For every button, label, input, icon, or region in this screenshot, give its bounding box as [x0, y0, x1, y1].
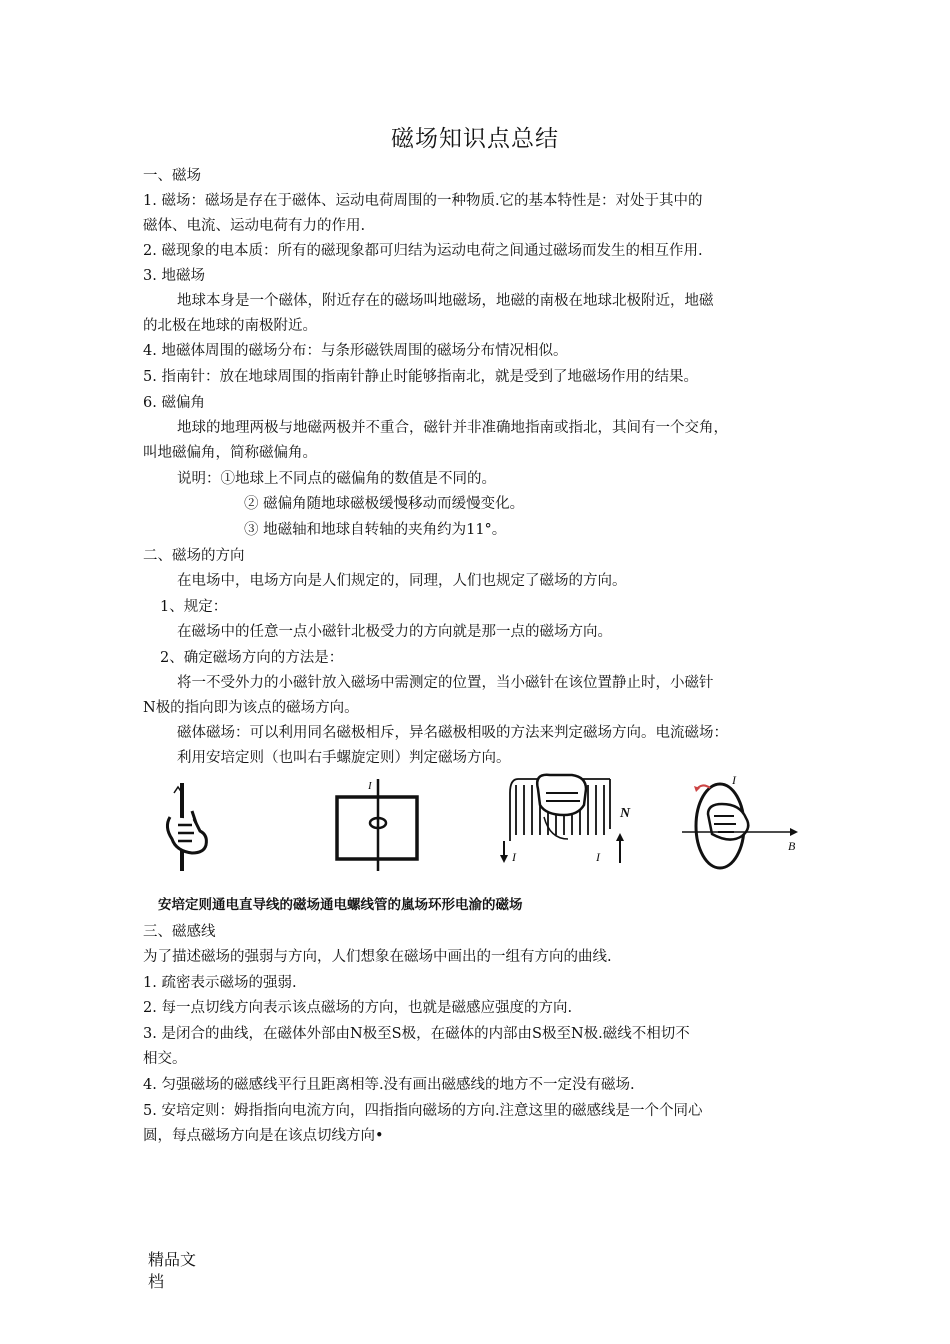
section-heading: 三、磁感线: [143, 924, 216, 940]
solenoid-figure: [496, 771, 646, 869]
footer-line: 精品文: [148, 1250, 197, 1269]
text-line: 4. 地磁体周围的磁场分布：与条形磁铁周围的磁场分布情况相似。: [143, 343, 568, 359]
text-line: 5. 指南针：放在地球周围的指南针静止时能够指南北，就是受到了地磁场作用的结果。: [143, 369, 698, 385]
text-line: ② 磁偏角随地球磁极缓慢移动而缓慢变化。: [244, 496, 525, 512]
text-line: 3. 地磁场: [143, 268, 205, 284]
text-line: 说明：①地球上不同点的磁偏角的数值是不同的。: [177, 471, 496, 487]
text-line: 1. 磁场：磁场是存在于磁体、运动电荷周围的一种物质.它的基本特性是：对处于其中的: [143, 193, 703, 209]
text-line: 相交。: [143, 1051, 187, 1067]
section-heading: 一、磁场: [143, 168, 201, 184]
text-line: 3. 是闭合的曲线，在磁体外部由N极至S极，在磁体的内部由S极至N极.磁线不相切不: [143, 1026, 690, 1042]
text-line: 磁体磁场：可以利用同名磁极相斥，异名磁极相吸的方法来判定磁场方向。电流磁场：: [177, 725, 728, 741]
text-line: 1、规定：: [160, 599, 228, 615]
ring-current-figure: [678, 772, 808, 872]
text-line: 4. 匀强磁场的磁感线平行且距离相等.没有画出磁感线的地方不一定没有磁场.: [143, 1077, 635, 1093]
field-label: B: [788, 839, 796, 853]
current-label: I: [512, 850, 516, 864]
text-line: 圆，每点磁场方向是在该点切线方向•: [143, 1128, 384, 1144]
text-line: 2. 磁现象的电本质：所有的磁现象都可归结为运动电荷之间通过磁场而发生的相互作用.: [143, 243, 703, 259]
text-line: 地球本身是一个磁体，附近存在的磁场叫地磁场，地磁的南极在地球北极附近，地磁: [177, 293, 714, 309]
section-heading: 二、磁场的方向: [143, 548, 245, 564]
text-line: 2、确定磁场方向的方法是：: [160, 650, 344, 666]
text-line: 6. 磁偏角: [143, 395, 205, 411]
text-line: 在电场中，电场方向是人们规定的，同理，人们也规定了磁场的方向。: [177, 573, 627, 589]
current-label: I: [732, 773, 736, 787]
text-line: 利用安培定则（也叫右手螺旋定则）判定磁场方向。: [177, 750, 511, 766]
text-line: 5. 安培定则：姆指指向电流方向，四指指向磁场的方向.注意这里的磁感线是一个个同心: [143, 1103, 703, 1119]
north-pole-label: N: [620, 806, 631, 821]
text-line: 1. 疏密表示磁场的强弱.: [143, 975, 297, 991]
footer-watermark: [148, 1249, 196, 1293]
current-label: I: [368, 780, 372, 792]
straight-wire-figure: [160, 775, 220, 875]
figure-caption: 安培定则通电直导线的磁场通电螺线管的嵐场环形电渝的磁场: [158, 897, 523, 913]
text-line: 2. 每一点切线方向表示该点磁场的方向，也就是磁感应强度的方向.: [143, 1000, 573, 1016]
text-line: 地球的地理两极与地磁两极并不重合，磁针并非准确地指南或指北，其间有一个交角，: [177, 420, 728, 436]
text-line: 为了描述磁场的强弱与方向，人们想象在磁场中画出的一组有方向的曲线.: [143, 949, 612, 965]
text-line: 在磁场中的任意一点小磁针北极受力的方向就是那一点的磁场方向。: [177, 624, 612, 640]
text-line: 叫地磁偏角，简称磁偏角。: [143, 445, 317, 461]
page-title: 磁场知识点总结: [391, 126, 559, 152]
text-line: 将一不受外力的小磁针放入磁场中需测定的位置，当小磁针在该位置静止时，小磁针: [177, 675, 714, 691]
footer-line: 档: [148, 1272, 165, 1291]
wire-through-card-figure: [332, 775, 422, 875]
text-line: ③ 地磁轴和地球自转轴的夹角约为11°。: [244, 522, 507, 538]
text-line: N极的指向即为该点的磁场方向。: [143, 700, 359, 716]
text-line: 的北极在地球的南极附近。: [143, 318, 317, 334]
text-line: 磁体、电流、运动电荷有力的作用.: [143, 218, 366, 234]
current-label: I: [596, 850, 600, 864]
